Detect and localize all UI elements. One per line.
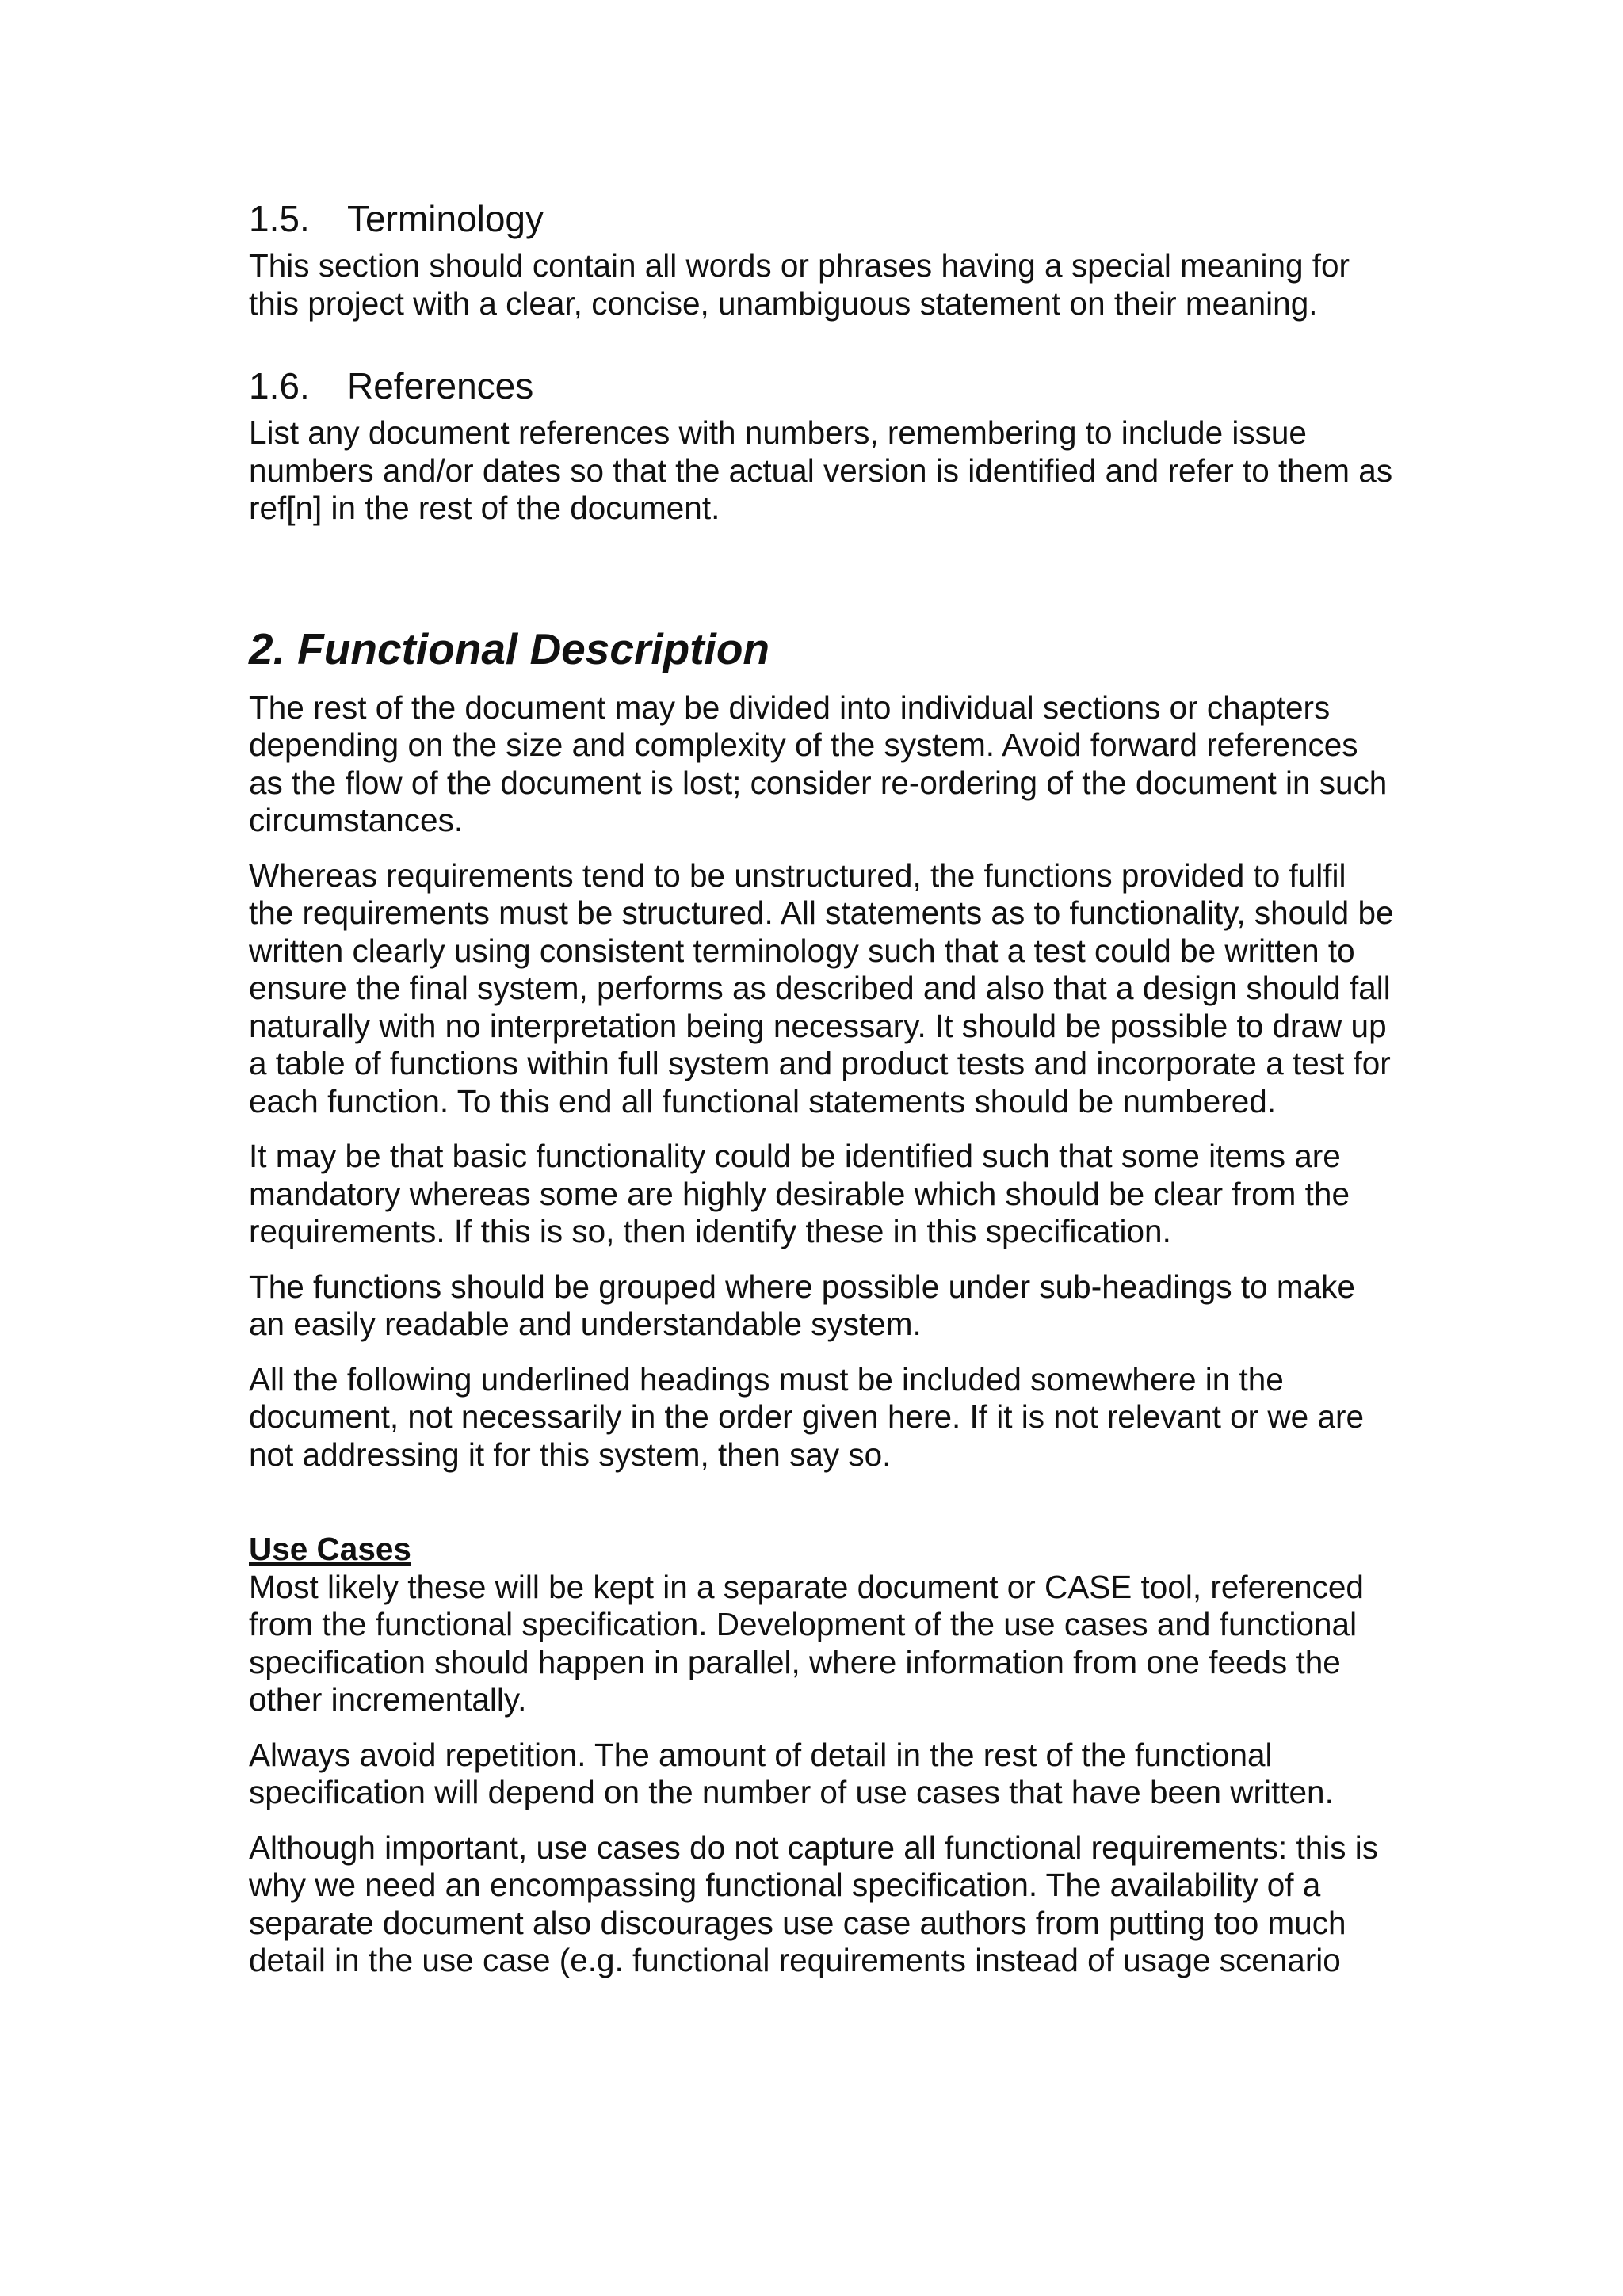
use-cases-paragraph: Although important, use cases do not capture all functional requirements: this is why we need an encompassing functional specification. The availability of a separate document also discourages use case authors from putting too much detail in the use case (e.g. functional requirements instead of usage scenario	[249, 1829, 1379, 1978]
use-cases-heading: Use Cases	[249, 1531, 411, 1567]
section-heading-references	[249, 364, 1398, 408]
chapter-paragraph: The functions should be grouped where possible under sub-headings to make an easily readable and understandable system.	[249, 1268, 1355, 1342]
chapter-paragraph: Whereas requirements tend to be unstructured, the functions provided to fulfil the requirements must be structured. All statements as to functionality, should be written clearly using consistent terminology such that a test could be written to ensure the final system, performs as described and also that a design should fall naturally with no interpretation being necessary. It should be possible to draw up a table of functions within full system and product tests and incorporate a test for each function. To this end all functional statements should be numbered.	[249, 856, 1394, 1119]
use-cases-paragraph: Always avoid repetition. The amount of detail in the rest of the functional specification will depend on the number of use cases that have been written.	[249, 1736, 1334, 1810]
section-title: Terminology	[347, 198, 544, 239]
document-page	[249, 196, 1398, 1980]
chapter-paragraph: The rest of the document may be divided into individual sections or chapters depending on the size and complexity of the system. Avoid forward references as the flow of the document is lost; consider re-ordering of the document in such circumstances.	[249, 688, 1388, 838]
chapter-heading: 2. Functional Description	[249, 624, 770, 673]
section-number: 1.5.	[249, 198, 310, 239]
chapter-paragraph: All the following underlined headings must be included somewhere in the document, not necessarily in the order given here. If it is not relevant or we are not addressing it for this system, then say so.	[249, 1360, 1364, 1473]
use-cases-paragraph: Most likely these will be kept in a separate document or CASE tool, referenced from the functional specification. Development of the use cases and functional specification should happen in parallel, where information from one feeds the other incrementally.	[249, 1568, 1364, 1718]
section-number: 1.6.	[249, 365, 310, 406]
chapter-paragraph: It may be that basic functionality could be identified such that some items are mandatory whereas some are highly desirable which should be clear from the requirements. If this is so, then identify these in this specification.	[249, 1138, 1350, 1249]
section-heading-terminology	[249, 196, 1398, 241]
terminology-paragraph: This section should contain all words or phrases having a special meaning for this project with a clear, concise, unambiguous statement on their meaning.	[249, 247, 1350, 322]
references-paragraph: List any document references with numbers, remembering to include issue numbers and/or dates so that the actual version is identified and refer to them as ref[n] in the rest of the document.	[249, 414, 1393, 526]
section-title: References	[347, 365, 534, 406]
